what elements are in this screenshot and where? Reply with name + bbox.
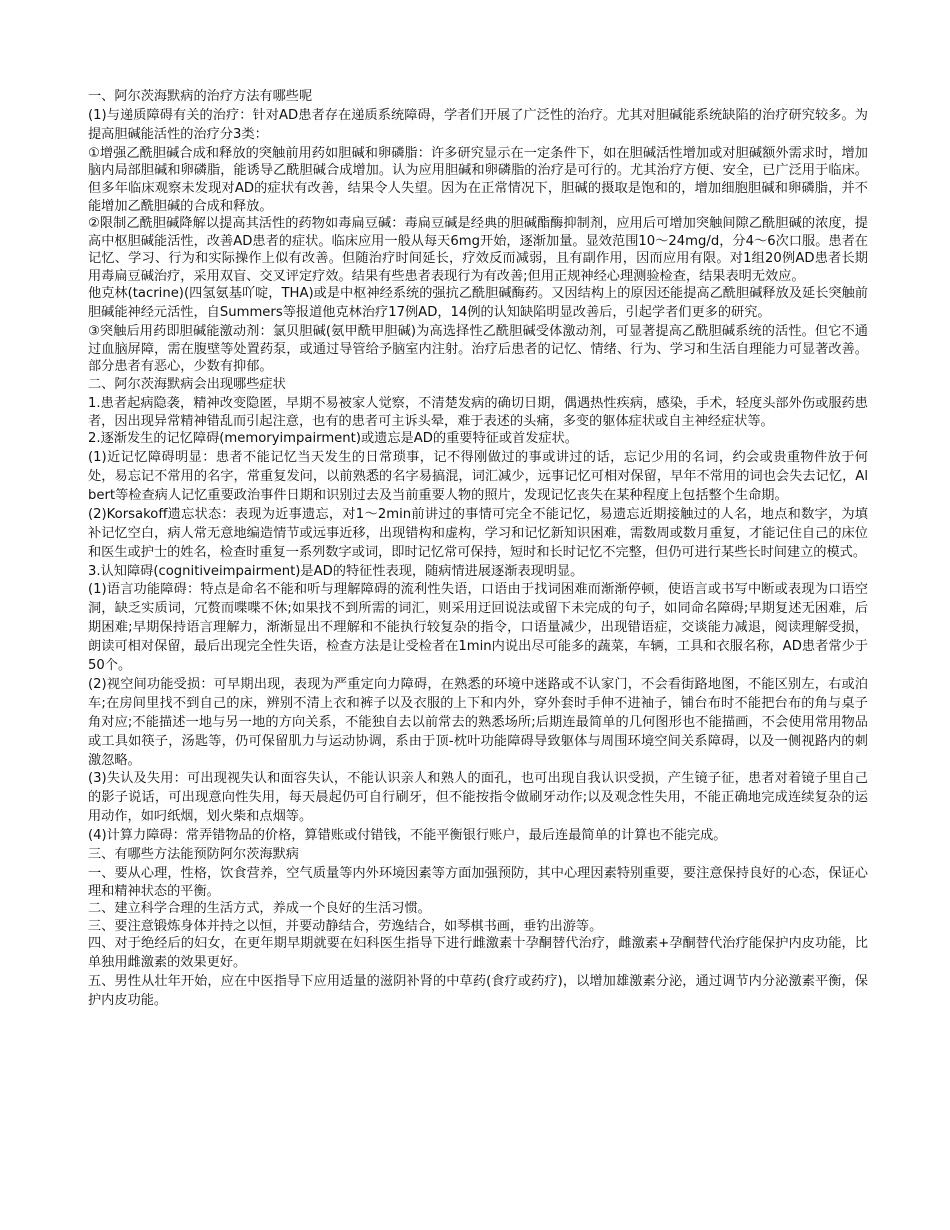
document-body	[88, 88, 868, 1011]
paragraph: 一、要从心理，性格，饮食营养，空气质量等内外环境因素等方面加强预防，其中心理因素特别重要，要注意保持良好的心态，保证心理和精神状态的平衡。	[88, 866, 868, 899]
paragraph: 四、对于绝经后的妇女，在更年期早期就要在妇科医生指导下进行雌激素十孕酮替代治疗，雌激素+孕酮替代治疗能保护内皮功能，比单独用雌激素的效果更好。	[88, 936, 868, 971]
paragraph: ③突触后用药即胆碱能激动剂：氯贝胆碱(氨甲酰甲胆碱)为高选择性乙酰胆碱受体激动剂，可显著提高乙酰胆碱系统的活性。但它不通过血脑屏障，需在腹壁等处置药泵，或通过导管给予脑室内注射。治疗后患者的记忆、情绪、行为、学习和生活自理能力可显著改善。部分患者有恶心，少数有抑郁。	[88, 324, 868, 375]
paragraph: (2)视空间功能受损：可早期出现，表现为严重定向力障碍，在熟悉的环境中迷路或不认家门，不会看街路地图，不能区别左，右或泊车;在房间里找不到自己的床，辨别不清上衣和裤子以及衣服的上下和内外，穿外套时手伸不进袖子，铺台布时不能把台布的角与桌子角对应;不能描述一地与另一地的方向关系，不能独自去以前常去的熟悉场所;后期连最简单的几何图形也不能描画，不会使用常用物品或工具如筷子，汤匙等，仍可保留肌力与运动协调，系由于顶-枕叶功能障碍导致躯体与周围环境空间关系障碍，以及一侧视路内的刺激忽略。	[88, 676, 868, 768]
paragraph: (1)语言功能障碍：特点是命名不能和听与理解障碍的流利性失语，口语由于找词困难而渐渐停顿，使语言或书写中断或表现为口语空洞，缺乏实质词，冗赘而喋喋不休;如果找不到所需的词汇，则采用迂回说法或留下未完成的句子，如同命名障碍;早期复述无困难，后期困难;早期保持语言理解力，渐渐显出不理解和不能执行较复杂的指令，口语量减少，出现错语症，交谈能力减退，阅读理解受损，朗读可相对保留，最后出现完全性失语，检查方法是让受检者在1min内说出尽可能多的蔬菜，车辆，工具和衣服名称，AD患者常少于50个。	[88, 582, 868, 674]
paragraph: (3)失认及失用：可出现视失认和面容失认，不能认识亲人和熟人的面孔，也可出现自我认识受损，产生镜子征，患者对着镜子里自己的影子说话，可出现意向性失用，每天晨起仍可自行刷牙，但不能按指令做刷牙动作;以及观念性失用，不能正确地完成连续复杂的运用动作，如叼纸烟，划火柴和点烟等。	[88, 771, 868, 825]
paragraph: 五、男性从壮年开始，应在中医指导下应用适量的滋阴补肾的中草药(食疗或药疗)，以增加雄激素分泌，通过调节内分泌激素平衡，保护内皮功能。	[88, 974, 868, 1009]
section-heading-treatment: 一、阿尔茨海默病的治疗方法有哪些呢	[88, 89, 313, 104]
paragraph: (4)计算力障碍：常弄错物品的价格，算错账或付错钱，不能平衡银行账户，最后连最简单的计算也不能完成。	[88, 828, 727, 844]
paragraph: ②限制乙酰胆碱降解以提高其活性的药物如毒扁豆碱：毒扁豆碱是经典的胆碱酯酶抑制剂，应用后可增加突触间隙乙酰胆碱的浓度，提高中枢胆碱能活性，改善AD患者的症状。临床应用一般从每天6mg开始，逐渐加量。显效范围10～24mg/d，分4～6次口服。患者在记忆、学习、行为和实际操作上似有改善。但随治疗时间延长，疗效反而减弱，且有副作用，因而应用有限。对1组20例AD患者长期用毒扁豆碱治疗，采用双盲、交叉评定疗效。结果有些患者表现行为有改善;但用正规神经心理测验检查，结果表明无效应。	[88, 216, 868, 284]
paragraph: 他克林(tacrine)(四氢氨基吖啶，THA)或是中枢神经系统的强抗乙酰胆碱酶药。又因结构上的原因还能提高乙酰胆碱释放及延长突触前胆碱能神经元活性，自Summers等报道他克林治疗17例AD，14例的认知缺陷明显改善后，引起学者们更多的研究。	[88, 286, 868, 321]
paragraph: 二、建立科学合理的生活方式，养成一个良好的生活习惯。	[88, 901, 431, 917]
section-heading-prevention: 三、有哪些方法能预防阿尔茨海默病	[88, 847, 299, 863]
paragraph: 三、要注意锻炼身体并持之以恒，并要动静结合，劳逸结合，如琴棋书画，垂钓出游等。	[88, 918, 603, 934]
paragraph: (1)近记忆障碍明显：患者不能记忆当天发生的日常琐事，记不得刚做过的事或讲过的话，忘记少用的名词，约会或贵重物件放于何处，易忘记不常用的名字，常重复发问，以前熟悉的名字易搞混，词汇减少，远事记忆可相对保留，早年不常用的词也会失去记忆，Albert等检查病人记忆重要政治事件日期和识别过去及当前重要人物的照片，发现记忆丧失在某种程度上包括整个生命期。	[88, 450, 868, 503]
paragraph: (1)与递质障碍有关的治疗：针对AD患者存在递质系统障碍，学者们开展了广泛性的治疗。尤其对胆碱能系统缺陷的治疗研究较多。为提高胆碱能活性的治疗分3类：	[88, 107, 868, 142]
paragraph: ①增强乙酰胆碱合成和释放的突触前用药如胆碱和卵磷脂：许多研究显示在一定条件下，如在胆碱活性增加或对胆碱额外需求时，增加脑内局部胆碱和卵磷脂，能诱导乙酰胆碱合成增加。认为应用胆碱和卵磷脂的治疗是可行的。尤其治疗方便、安全，已广泛用于临床。但多年临床观察未发现对AD的症状有改善，结果令人失望。因为在正常情况下，胆碱的摄取是饱和的，增加细胞胆碱和卵磷脂，并不能增加乙酰胆碱的合成和释放。	[88, 145, 868, 214]
paragraph: 1.患者起病隐袭，精神改变隐匿，早期不易被家人觉察，不清楚发病的确切日期，偶遇热性疾病，感染，手术，轻度头部外伤或服药患者，因出现异常精神错乱而引起注意，也有的患者可主诉头晕，难于表述的头痛，多变的躯体症状或自主神经症状等。	[88, 395, 868, 429]
section-heading-symptoms: 二、阿尔茨海默病会出现哪些症状	[88, 377, 286, 393]
paragraph: 2.逐渐发生的记忆障碍(memoryimpairment)或遗忘是AD的重要特征或首发症状。	[88, 431, 578, 447]
paragraph: (2)Korsakoff遗忘状态：表现为近事遗忘，对1～2min前讲过的事情可完全不能记忆，易遗忘近期接触过的人名，地点和数字，为填补记忆空白，病人常无意地编造情节或远事近移，出现错构和虚构，学习和记忆新知识困难，需数周或数月重复，才能记住自己的床位和医生或护士的姓名，检查时重复一系列数字或词，即时记忆常可保持，短时和长时记忆不完整，但仍可进行某些长时间建立的模式。	[88, 506, 868, 560]
paragraph: 3.认知障碍(cognitiveimpairment)是AD的特征性表现，随病情进展逐渐表现明显。	[88, 563, 584, 579]
